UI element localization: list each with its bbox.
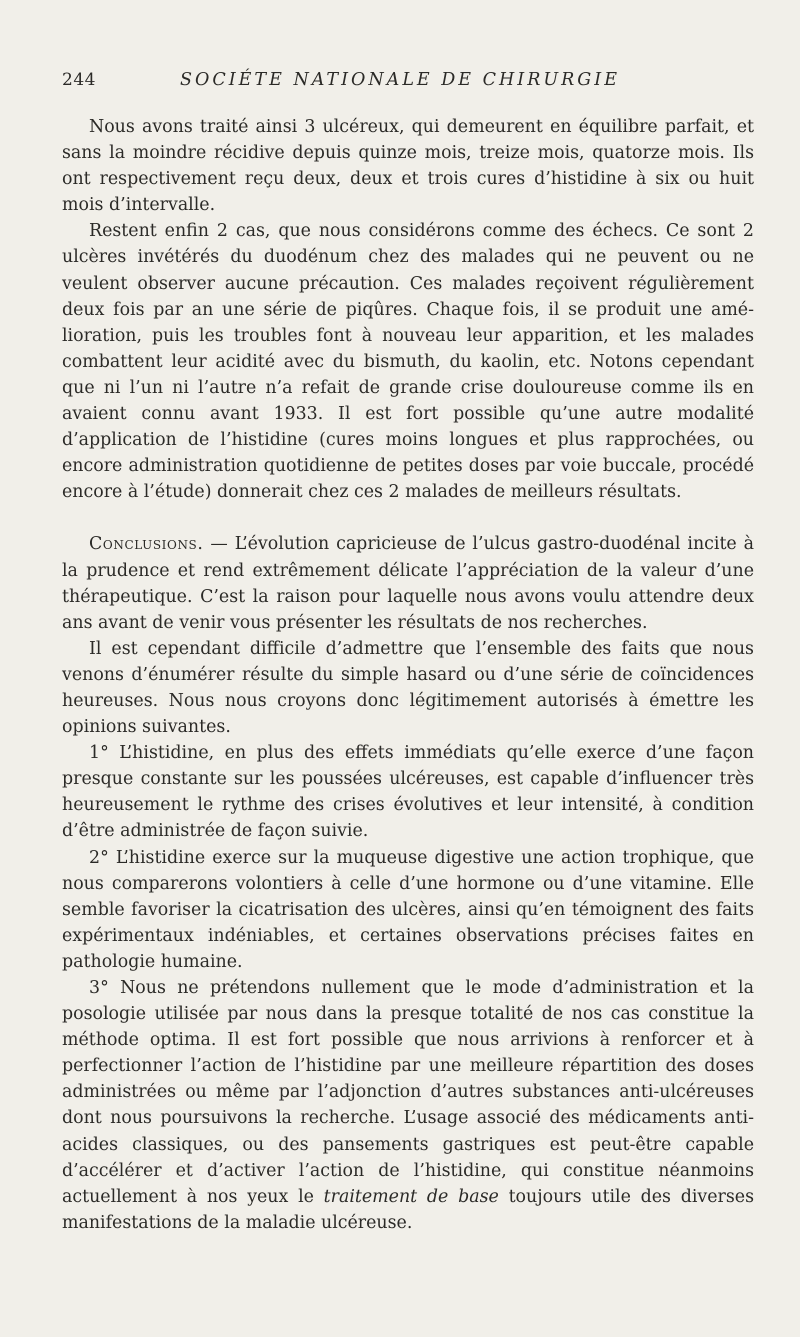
point-3-text-after: toujours utile des diverses manifestations de la maladie ulcéreuse. [62, 1186, 754, 1233]
point-3-italic-phrase: traitement de base [323, 1186, 499, 1207]
point-3-text-before: 3° Nous ne prétendons nullement que le mode d’administration et la posologie utilisée par nous dans la presque totalité de nos cas constitue la méthode optima. Il est fort possible que nous arrivions à renforcer et à perfectionner l’action de l’histidine par une meilleure répartition des doses administrées ou même par l’adjonction d’autres substances anti-ulcéreuses dont nous poursuivons la recherche. L’usage associé des médicaments anti-acides classiques, ou des pansements gastriques est peut-être capable d’accélérer et d’activer l’action de l’histidine, qui constitue néanmoins actuellement à nos yeux le [62, 978, 754, 1207]
page-header [62, 70, 738, 96]
paragraph-1: Nous avons traité ainsi 3 ulcéreux, qui demeurent en équilibre parfait, et sans la moindre récidive depuis quinze mois, treize mois, quatorze mois. Ils ont respectivement reçu deux, deux et trois cures d’histidine à six ou huit mois d’intervalle. [62, 117, 754, 216]
body-text [62, 114, 754, 1236]
paragraph-point-1: 1° L’histidine, en plus des effets immédiats qu’elle exerce d’une façon presque constante sur les poussées ulcéreuses, est capable d’influencer très heureusement le rythme des crises évolutives et leur intensité, à condition d’être administrée de façon suivie. [62, 743, 754, 842]
paragraph-conclusions [62, 531, 754, 635]
paragraph-point-3 [62, 975, 754, 1236]
running-head: SOCIÉTE NATIONALE DE CHIRURGIE [180, 70, 620, 90]
paragraph-point-2: 2° L’histidine exerce sur la muqueuse digestive une action trophique, que nous comparerons volontiers à celle d’une hormone ou d’une vitamine. Elle semble favoriser la cicatrisation des ulcères, ainsi qu’en témoignent des faits expérimentaux indéniables, et certaines observations précises faites en pathologie humaine. [62, 847, 754, 972]
conclusions-text: — L’évolution capricieuse de l’ulcus gastro-duodénal incite à la prudence et rend extrêmement délicate l’appréciation de la valeur d’une thérapeutique. C’est la raison pour laquelle nous avons voulu attendre deux ans avant de venir vous présenter les résultats de nos recherches. [62, 534, 754, 633]
conclusions-heading: Conclusions. [89, 534, 204, 555]
page-number: 244 [62, 70, 96, 90]
paragraph-2: Restent enfin 2 cas, que nous considérons comme des échecs. Ce sont 2 ulcères invétérés du duodénum chez des malades qui ne peuvent ou ne veulent observer aucune précaution. Ces malades reçoivent régulièrement deux fois par an une série de piqûres. Chaque fois, il se produit une amélioration, puis les troubles font à nouveau leur apparition, et les malades combattent leur acidité avec du bismuth, du kaolin, etc. Notons cependant que ni l’un ni l’autre n’a refait de grande crise douloureuse comme ils en avaient connu avant 1933. Il est fort possible qu’une autre modalité d’application de l’histidine (cures moins longues et plus rapprochées, ou encore administration quotidienne de petites doses par voie buccale, procédé encore à l’étude) donnerait chez ces 2 malades de meilleurs résultats. [62, 221, 754, 503]
paragraph-4: Il est cependant difficile d’admettre que l’ensemble des faits que nous venons d’énumérer résulte du simple hasard ou d’une série de coïncidences heureuses. Nous nous croyons donc légitimement autorisés à émettre les opinions suivantes. [62, 638, 754, 738]
